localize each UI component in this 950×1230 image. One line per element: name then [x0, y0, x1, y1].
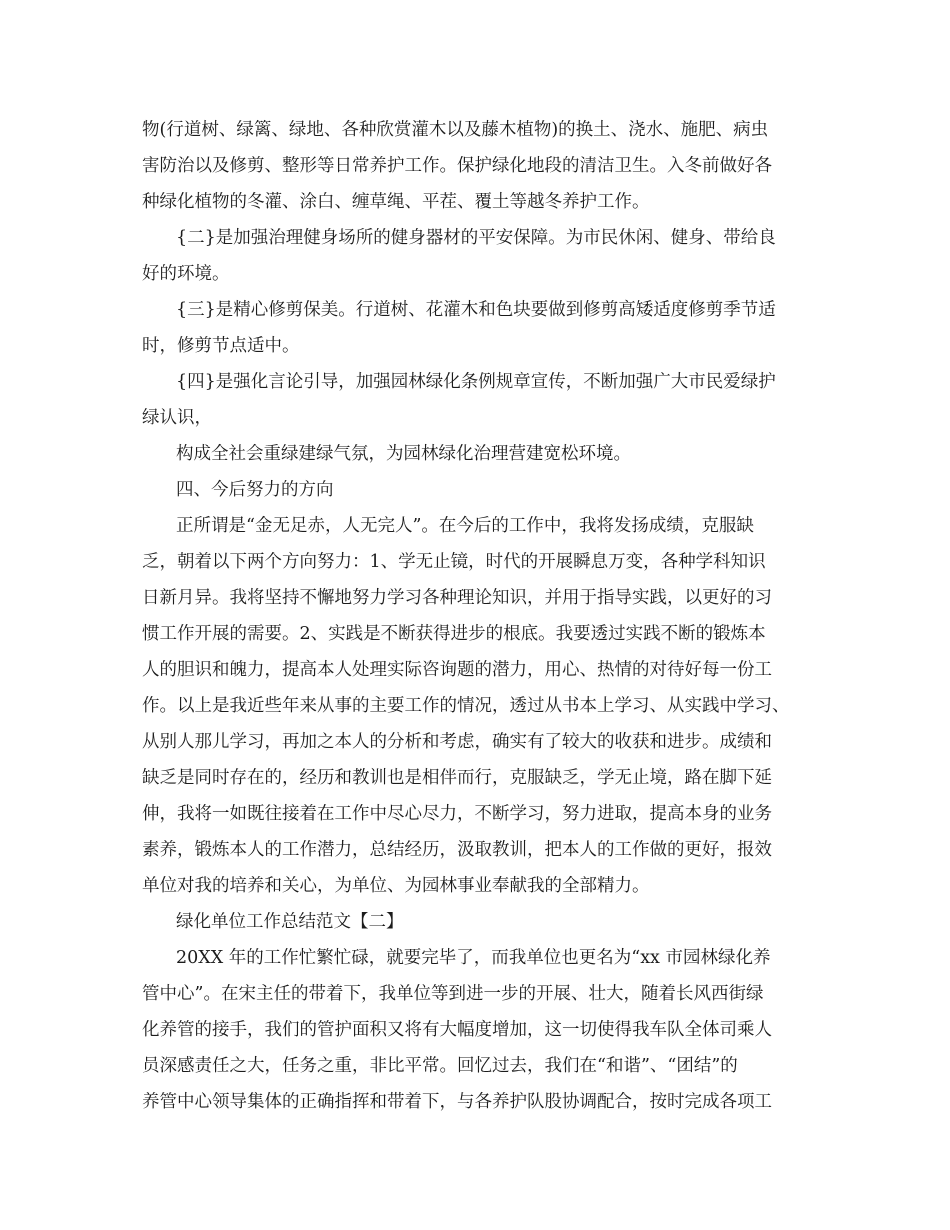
text-line: 种绿化植物的冬灌、涂白、缠草绳、平茬、覆土等越冬养护工作。 [142, 192, 650, 212]
text-line: 物(行道树、绿篱、绿地、各种欣赏灌木以及藤木植物)的换土、浇水、施肥、病虫 [142, 120, 769, 140]
text-line: 日新月异。我将坚持不懈地努力学习各种理论知识，并用于指导实践，以更好的习 [142, 588, 772, 608]
text-line: {二}是加强治理健身场所的健身器材的平安保障。为市民休闲、健身、带给良 [176, 228, 776, 248]
text-line: 人的胆识和魄力，提高本人处理实际咨询题的潜力，用心、热情的对待好每一份工 [142, 660, 772, 680]
section-heading: 绿化单位工作总结范文【二】 [176, 912, 404, 932]
text-line: 好的环境。 [142, 264, 230, 284]
text-line: 绿认识， [142, 408, 212, 428]
text-line: 化养管的接手，我们的管护面积又将有大幅度增加，这一切使得我车队全体司乘人 [142, 1020, 772, 1040]
text-line: 伸，我将一如既往接着在工作中尽心尽力，不断学习，努力进取，提高本身的业务 [142, 804, 772, 824]
text-line: 从别人那儿学习，再加之本人的分析和考虑，确实有了较大的收获和进步。成绩和 [142, 732, 772, 752]
text-line: 乏，朝着以下两个方向努力：1、学无止镜，时代的开展瞬息万变，各种学科知识 [142, 552, 766, 572]
text-line: 单位对我的培养和关心，为单位、为园林事业奉献我的全部精力。 [142, 876, 650, 896]
text-line: 正所谓是“金无足赤，人无完人”。在今后的工作中，我将发扬成绩，克服缺 [176, 516, 754, 536]
text-line: 作。以上是我近些年来从事的主要工作的情况，透过从书本上学习、从实践中学习、 [142, 696, 790, 716]
section-heading: 四、今后努力的方向 [176, 480, 334, 500]
text-line: 管中心”。在宋主任的带着下，我单位等到进一步的开展、壮大，随着长风西街绿 [142, 984, 764, 1004]
text-line: 缺乏是同时存在的，经历和教训也是相伴而行，克服缺乏，学无止境，路在脚下延 [142, 768, 772, 788]
text-line: 20XX 年的工作忙繁忙碌，就要完毕了，而我单位也更名为“xx 市园林绿化养 [176, 948, 771, 968]
text-line: 员深感责任之大，任务之重，非比平常。回忆过去，我们在“和谐”、“团结”的 [142, 1056, 738, 1076]
text-line: {四}是强化言论引导，加强园林绿化条例规章宣传，不断加强广大市民爱绿护 [176, 372, 776, 392]
text-line: 害防治以及修剪、整形等日常养护工作。保护绿化地段的清洁卫生。入冬前做好各 [142, 156, 772, 176]
text-line: 时，修剪节点适中。 [142, 336, 300, 356]
text-line: 构成全社会重绿建绿气氛，为园林绿化治理营建宽松环境。 [176, 444, 631, 464]
text-line: 惯工作开展的需要。2、实践是不断获得进步的根底。我要透过实践不断的锻炼本 [142, 624, 766, 644]
text-line: 养管中心领导集体的正确指挥和带着下，与各养护队股协调配合，按时完成各项工 [142, 1092, 772, 1112]
text-line: {三}是精心修剪保美。行道树、花灌木和色块要做到修剪高矮适度修剪季节适 [176, 300, 776, 320]
text-line: 素养，锻炼本人的工作潜力，总结经历，汲取教训，把本人的工作做的更好，报效 [142, 840, 772, 860]
